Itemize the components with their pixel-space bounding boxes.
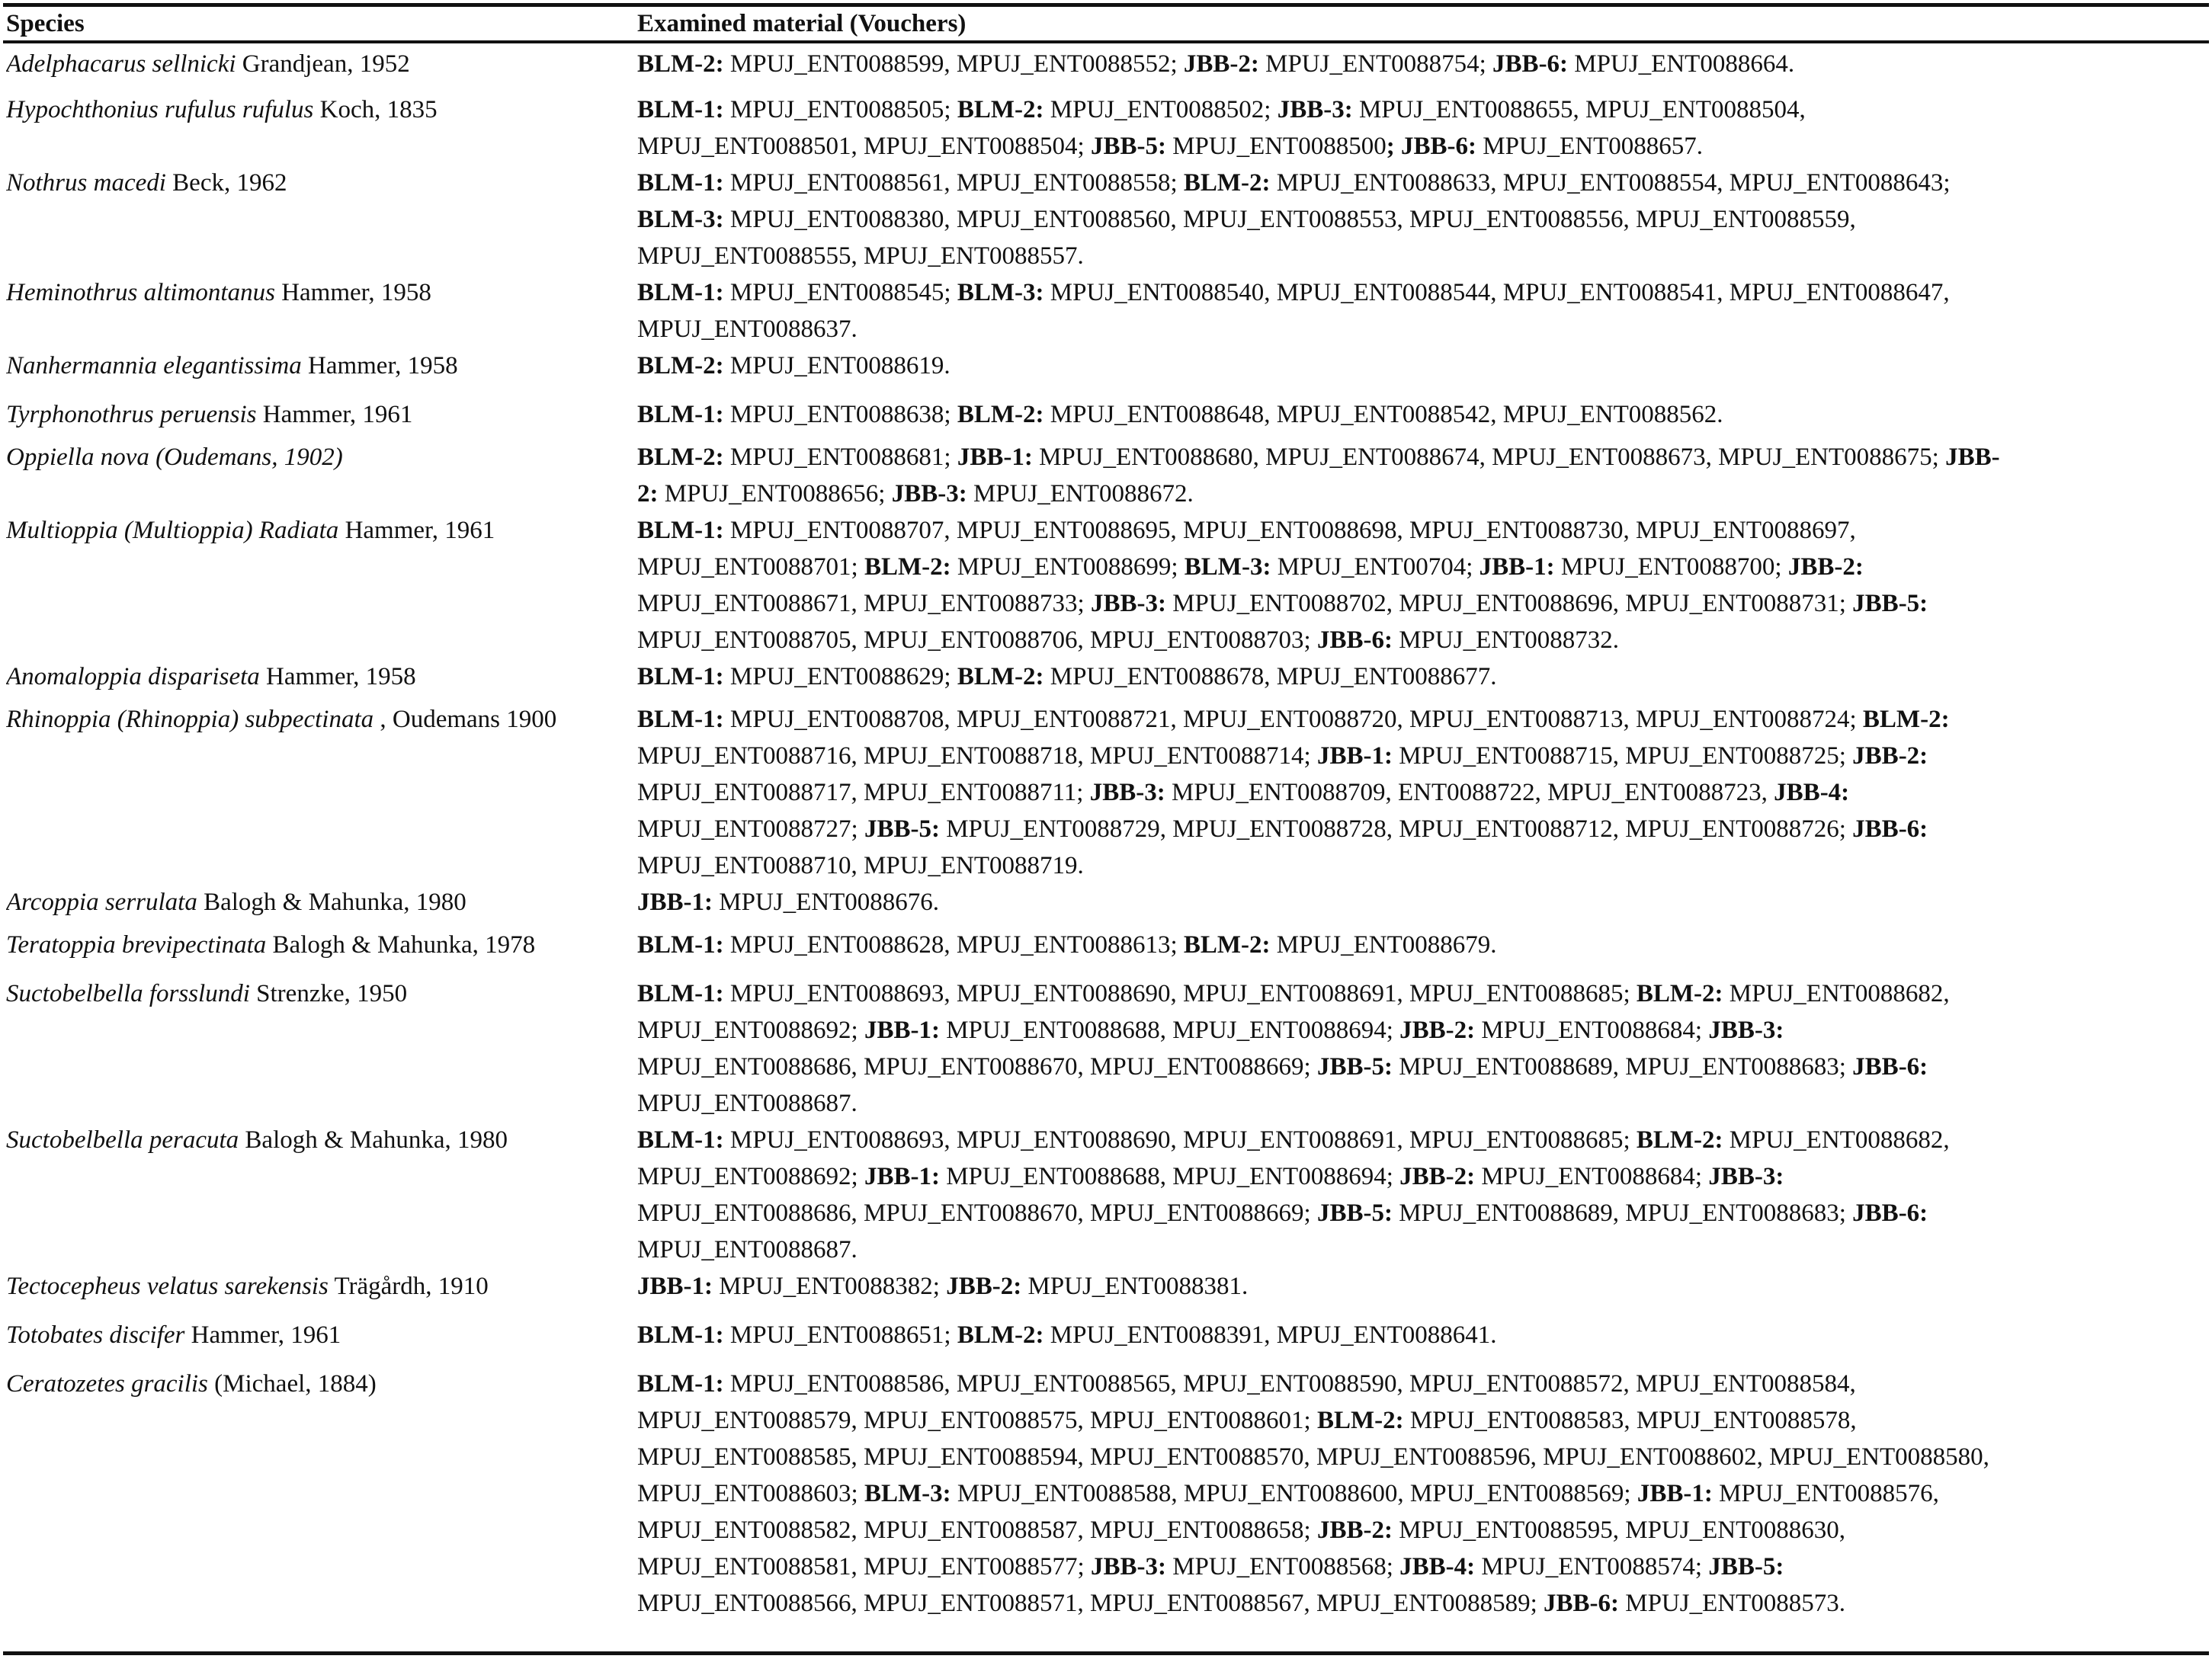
voucher-line [637,347,951,384]
voucher-codes: MPUJ_ENT0088688, MPUJ_ENT0088694; [939,1017,1400,1044]
species-cell [6,701,633,738]
voucher-codes: MPUJ_ENT0088693, MPUJ_ENT0088690, MPUJ_ENT0088691, MPUJ_ENT0088685; [723,980,1637,1007]
species-authority: Hammer, 1961 [191,1321,341,1349]
species-name: Adelphacarus sellnicki [6,50,236,78]
voucher-codes: MPUJ_ENT0088693, MPUJ_ENT0088690, MPUJ_ENT0088691, MPUJ_ENT0088685; [723,1126,1637,1154]
voucher-line [637,1195,1950,1231]
voucher-codes: MPUJ_ENT0088579, MPUJ_ENT0088575, MPUJ_ENT0088601; [637,1407,1317,1434]
site-label: BLM-2: [637,444,724,471]
site-label: BLM-3: [637,206,724,233]
table-header-rule [3,40,2209,43]
voucher-line [637,238,1950,274]
species-name: Rhinoppia (Rhinoppia) subpectinata [6,706,374,733]
voucher-codes: MPUJ_ENT0088576, [1712,1480,1939,1507]
site-label: BLM-3: [864,1480,951,1507]
species-authority: Trägårdh, 1910 [334,1273,489,1300]
vouchers-cell [637,274,1950,347]
voucher-codes: MPUJ_ENT0088585, MPUJ_ENT0088594, MPUJ_ENT0088570, MPUJ_ENT0088596, MPUJ_ENT0088602, MPUJ_ENT0088580, [637,1443,1989,1471]
voucher-line [637,311,1950,347]
voucher-line [637,622,1928,658]
voucher-codes: MPUJ_ENT0088638; [723,401,957,428]
voucher-line [637,585,1928,622]
voucher-codes: MPUJ_ENT0088684; [1475,1163,1709,1190]
voucher-line [637,1158,1950,1195]
voucher-codes: MPUJ_ENT0088679. [1270,931,1497,959]
site-label: JBB-5: [864,815,940,843]
species-name: Heminothrus altimontanus [6,279,275,306]
voucher-line [637,128,1806,165]
voucher-codes: MPUJ_ENT0088583, MPUJ_ENT0088578, [1403,1407,1857,1434]
voucher-codes: MPUJ_ENT0088628, MPUJ_ENT0088613; [723,931,1184,959]
voucher-line [637,439,2000,476]
voucher-codes: MPUJ_ENT0088684; [1475,1017,1709,1044]
species-cell [6,165,633,201]
voucher-codes: MPUJ_ENT0088686, MPUJ_ENT0088670, MPUJ_ENT0088669; [637,1053,1317,1081]
voucher-codes: MPUJ_ENT0088710, MPUJ_ENT0088719. [637,852,1084,879]
site-label: BLM-1: [637,1370,724,1398]
voucher-codes: MPUJ_ENT0088561, MPUJ_ENT0088558; [723,169,1184,197]
species-cell [6,975,633,1012]
site-label: BLM-2: [957,401,1044,428]
site-label: JBB-1: [957,444,1033,471]
voucher-line [637,1366,1989,1402]
site-label: BLM-1: [637,663,724,690]
species-authority: Hammer, 1958 [281,279,431,306]
vouchers-cell [637,1366,1989,1622]
voucher-codes: MPUJ_ENT0088586, MPUJ_ENT0088565, MPUJ_ENT0088590, MPUJ_ENT0088572, MPUJ_ENT0088584, [723,1370,1856,1398]
voucher-codes: MPUJ_ENT0088619. [723,352,951,380]
site-label: JBB-2: [1787,553,1864,581]
voucher-line [637,847,1950,884]
voucher-codes: MPUJ_ENT0088505; [723,96,957,123]
voucher-line [637,396,1723,433]
species-name: Suctobelbella peracuta [6,1126,239,1154]
voucher-codes: MPUJ_ENT0088754; [1258,50,1493,78]
site-label: JBB-1: [637,1273,713,1300]
voucher-codes: MPUJ_ENT0088699; [951,553,1185,581]
voucher-codes: MPUJ_ENT0088705, MPUJ_ENT0088706, MPUJ_ENT0088703; [637,626,1317,654]
voucher-codes: MPUJ_ENT0088681; [723,444,957,471]
site-label: JBB-2: [1399,1017,1476,1044]
species-cell [6,274,633,311]
voucher-codes: MPUJ_ENT0088708, MPUJ_ENT0088721, MPUJ_ENT0088720, MPUJ_ENT0088713, MPUJ_ENT0088724; [723,706,1863,733]
site-label: BLM-1: [637,96,724,123]
voucher-codes: MPUJ_ENT0088573. [1618,1590,1846,1617]
species-authority: Beck, 1962 [172,169,287,197]
site-label: BLM-2: [957,663,1044,690]
species-authority: Strenzke, 1950 [256,980,408,1007]
voucher-line [637,1475,1989,1512]
site-label: JBB-3: [1090,590,1166,617]
site-label: BLM-2: [1636,1126,1723,1154]
vouchers-cell [637,658,1497,695]
voucher-line [637,1512,1989,1549]
species-authority: Hammer, 1958 [266,663,416,690]
voucher-line [637,476,2000,512]
voucher-line [637,1122,1950,1158]
vouchers-cell [637,927,1497,963]
site-label: BLM-2: [1316,1407,1404,1434]
voucher-codes: MPUJ_ENT0088687. [637,1236,858,1263]
vouchers-cell [637,439,2000,512]
species-name: Nanhermannia elegantissima [6,352,302,380]
site-label: BLM-1: [637,517,724,544]
vouchers-cell [637,1317,1497,1353]
voucher-codes: MPUJ_ENT0088599, MPUJ_ENT0088552; [723,50,1184,78]
voucher-codes: MPUJ_ENT0088501, MPUJ_ENT0088504; [637,133,1091,160]
site-label: JBB-3: [1708,1017,1784,1044]
species-name: Tyrphonothrus peruensis [6,401,257,428]
site-label: JBB-1: [864,1017,940,1044]
voucher-line [637,1549,1989,1585]
voucher-codes: MPUJ_ENT0088676. [713,889,940,916]
vouchers-cell [637,512,1928,658]
voucher-codes: MPUJ_ENT0088568; [1165,1553,1400,1581]
site-label: BLM-2: [1183,169,1271,197]
voucher-codes: MPUJ_ENT0088692; [637,1017,864,1044]
species-name: Anomaloppia dispariseta [6,663,260,690]
site-label: BLM-3: [957,279,1044,306]
species-cell [6,927,633,963]
voucher-codes: MPUJ_ENT0088672. [967,480,1194,508]
voucher-line [637,811,1950,847]
site-label: BLM-2: [637,50,724,78]
header-species: Species [6,10,85,37]
species-cell [6,46,633,82]
species-cell [6,1317,633,1353]
vouchers-cell [637,165,1950,274]
species-name: Oppiella nova (Oudemans, 1902) [6,444,343,471]
voucher-codes: MPUJ_ENT0088380, MPUJ_ENT0088560, MPUJ_ENT0088553, MPUJ_ENT0088556, MPUJ_ENT0088559, [723,206,1856,233]
site-label: JBB-3: [1090,1553,1166,1581]
voucher-codes: MPUJ_ENT0088700; [1554,553,1788,581]
site-label: JBB-5: [1708,1553,1784,1581]
site-label: JBB-5: [1852,590,1928,617]
site-label: 2: [637,480,659,508]
voucher-codes: MPUJ_ENT0088729, MPUJ_ENT0088728, MPUJ_ENT0088712, MPUJ_ENT0088726; [939,815,1853,843]
voucher-codes: MPUJ_ENT0088574; [1475,1553,1709,1581]
species-authority: Balogh & Mahunka, 1978 [272,931,536,959]
voucher-line [637,975,1950,1012]
site-label: BLM-1: [637,1126,724,1154]
voucher-line [637,658,1497,695]
site-label: JBB-1: [637,889,713,916]
voucher-codes: MPUJ_ENT0088651; [723,1321,957,1349]
voucher-codes: MPUJ_ENT0088648, MPUJ_ENT0088542, MPUJ_ENT0088562. [1043,401,1723,428]
voucher-codes: MPUJ_ENT0088687. [637,1090,858,1117]
voucher-codes: MPUJ_ENT0088727; [637,815,864,843]
site-label: JBB-5: [1090,133,1166,160]
vouchers-cell [637,884,939,921]
species-name: Ceratozetes gracilis [6,1370,208,1398]
species-authority: Grandjean, 1952 [242,50,410,78]
voucher-codes: MPUJ_ENT0088595, MPUJ_ENT0088630, [1392,1516,1846,1544]
voucher-codes: MPUJ_ENT0088682, [1723,980,1950,1007]
voucher-codes: MPUJ_ENT0088732. [1392,626,1619,654]
voucher-codes: MPUJ_ENT0088633, MPUJ_ENT0088554, MPUJ_ENT0088643; [1270,169,1951,197]
voucher-line [637,91,1806,128]
site-label: BLM-2: [957,96,1044,123]
species-authority: Balogh & Mahunka, 1980 [245,1126,508,1154]
vouchers-cell [637,1122,1950,1268]
vouchers-cell [637,1268,1248,1305]
species-name: Teratoppia brevipectinata [6,931,267,959]
site-label: BLM-1: [637,401,724,428]
voucher-codes: MPUJ_ENT0088671, MPUJ_ENT0088733; [637,590,1091,617]
voucher-codes: MPUJ_ENT0088655, MPUJ_ENT0088504, [1352,96,1806,123]
species-authority: Hammer, 1961 [345,517,495,544]
species-cell [6,1366,633,1402]
voucher-line [637,884,939,921]
voucher-codes: MPUJ_ENT0088707, MPUJ_ENT0088695, MPUJ_ENT0088698, MPUJ_ENT0088730, MPUJ_ENT0088697, [723,517,1856,544]
site-label: BLM-1: [637,169,724,197]
site-label: JBB-6: [1852,1053,1928,1081]
voucher-line [637,1402,1989,1439]
voucher-line [637,1317,1497,1353]
species-name: Tectocepheus velatus sarekensis [6,1273,329,1300]
voucher-codes: MPUJ_ENT0088500 [1165,133,1387,160]
site-label: JBB-5: [1316,1199,1393,1227]
site-label: JBB-6: [1492,50,1569,78]
voucher-codes: MPUJ_ENT0088582, MPUJ_ENT0088587, MPUJ_ENT0088658; [637,1516,1317,1544]
site-label: JBB-4: [1399,1553,1476,1581]
voucher-codes: MPUJ_ENT0088566, MPUJ_ENT0088571, MPUJ_ENT0088567, MPUJ_ENT0088589; [637,1590,1544,1617]
voucher-codes: MPUJ_ENT0088709, ENT0088722, MPUJ_ENT0088723, [1165,779,1774,806]
header-examined-material: Examined material (Vouchers) [637,10,967,37]
species-name: Hypochthonius rufulus rufulus [6,96,314,123]
voucher-codes: MPUJ_ENT0088545; [723,279,957,306]
voucher-line [637,927,1497,963]
table-top-rule [3,3,2209,7]
site-label: JBB-6: [1543,1590,1619,1617]
species-cell [6,439,633,476]
site-label: JBB-6: [1316,626,1393,654]
site-label: JBB-2: [1399,1163,1476,1190]
voucher-codes: MPUJ_ENT0088689, MPUJ_ENT0088683; [1392,1053,1853,1081]
voucher-codes: MPUJ_ENT0088637. [637,315,858,343]
species-authority: (Michael, 1884) [214,1370,377,1398]
voucher-codes: MPUJ_ENT0088540, MPUJ_ENT0088544, MPUJ_ENT0088541, MPUJ_ENT0088647, [1043,279,1950,306]
species-name: Suctobelbella forsslundi [6,980,250,1007]
voucher-line [637,1268,1248,1305]
site-label: JBB-4: [1774,779,1850,806]
voucher-codes: MPUJ_ENT0088688, MPUJ_ENT0088694; [939,1163,1400,1190]
species-authority: Koch, 1835 [319,96,438,123]
voucher-codes: MPUJ_ENT0088715, MPUJ_ENT0088725; [1392,742,1853,770]
voucher-codes: MPUJ_ENT0088382; [713,1273,947,1300]
voucher-line [637,1585,1989,1622]
site-label: BLM-3: [1184,553,1271,581]
site-label: BLM-1: [637,706,724,733]
species-name: Nothrus macedi [6,169,166,197]
species-authority: Hammer, 1958 [307,352,458,380]
voucher-codes: MPUJ_ENT0088686, MPUJ_ENT0088670, MPUJ_ENT0088669; [637,1199,1317,1227]
species-cell [6,884,633,921]
site-label: JBB-3: [891,480,967,508]
species-cell [6,91,633,128]
vouchers-cell [637,347,951,384]
species-cell [6,1268,633,1305]
site-label: BLM-1: [637,931,724,959]
voucher-codes: MPUJ_ENT0088588, MPUJ_ENT0088600, MPUJ_ENT0088569; [951,1480,1637,1507]
vouchers-cell [637,396,1723,433]
site-label: ; JBB-6: [1386,133,1476,160]
site-label: JBB-5: [1316,1053,1393,1081]
species-cell [6,396,633,433]
site-label: JBB-2: [946,1273,1022,1300]
site-label: JBB-3: [1708,1163,1784,1190]
site-label: BLM-2: [864,553,951,581]
site-label: JBB-3: [1277,96,1353,123]
voucher-line [637,1049,1950,1085]
voucher-line [637,512,1928,549]
site-label: BLM-1: [637,279,724,306]
species-authority: Hammer, 1961 [262,401,413,428]
species-cell [6,347,633,384]
site-label: BLM-2: [1636,980,1723,1007]
voucher-codes: MPUJ_ENT0088680, MPUJ_ENT0088674, MPUJ_ENT0088673, MPUJ_ENT0088675; [1032,444,1946,471]
voucher-line [637,1012,1950,1049]
voucher-line [637,1085,1950,1122]
species-name: Totobates discifer [6,1321,185,1349]
species-cell [6,1122,633,1158]
voucher-line [637,1439,1989,1475]
voucher-codes: MPUJ_ENT0088701; [637,553,864,581]
vouchers-cell [637,701,1950,884]
species-cell [6,658,633,695]
voucher-line [637,549,1928,585]
voucher-line [637,46,1794,82]
site-label: JBB-6: [1852,815,1928,843]
site-label: JBB-2: [1316,1516,1393,1544]
voucher-codes: MPUJ_ENT0088682, [1723,1126,1950,1154]
voucher-codes: MPUJ_ENT0088716, MPUJ_ENT0088718, MPUJ_ENT0088714; [637,742,1317,770]
voucher-codes: MPUJ_ENT0088656; [658,480,892,508]
species-authority: , Oudemans 1900 [380,706,557,733]
voucher-line [637,774,1950,811]
vouchers-cell [637,975,1950,1122]
site-label: JBB-1: [1316,742,1393,770]
site-label: JBB-6: [1852,1199,1928,1227]
site-label: BLM-2: [637,352,724,380]
site-label: JBB-2: [1852,742,1928,770]
site-label: JBB-1: [864,1163,940,1190]
vouchers-cell [637,91,1806,165]
voucher-codes: MPUJ_ENT0088603; [637,1480,864,1507]
voucher-codes: MPUJ_ENT0088692; [637,1163,864,1190]
voucher-line [637,165,1950,201]
site-label: JBB-3: [1089,779,1165,806]
site-label: BLM-2: [1862,706,1950,733]
site-label: JBB-1: [1637,1480,1713,1507]
voucher-codes: MPUJ_ENT0088689, MPUJ_ENT0088683; [1392,1199,1853,1227]
site-label: BLM-2: [1183,931,1271,959]
voucher-line [637,1231,1950,1268]
voucher-codes: MPUJ_ENT0088555, MPUJ_ENT0088557. [637,242,1084,270]
voucher-codes: MPUJ_ENT00704; [1271,553,1479,581]
site-label: JBB-2: [1183,50,1259,78]
voucher-codes: MPUJ_ENT0088702, MPUJ_ENT0088696, MPUJ_ENT0088731; [1165,590,1853,617]
voucher-codes: MPUJ_ENT0088629; [723,663,957,690]
voucher-codes: MPUJ_ENT0088391, MPUJ_ENT0088641. [1043,1321,1497,1349]
voucher-codes: MPUJ_ENT0088502; [1043,96,1278,123]
species-name: Arcoppia serrulata [6,889,197,916]
voucher-codes: MPUJ_ENT0088581, MPUJ_ENT0088577; [637,1553,1091,1581]
voucher-line [637,738,1950,774]
voucher-codes: MPUJ_ENT0088381. [1021,1273,1249,1300]
voucher-codes: MPUJ_ENT0088657. [1476,133,1704,160]
voucher-codes: MPUJ_ENT0088664. [1568,50,1795,78]
voucher-line [637,201,1950,238]
site-label: BLM-2: [957,1321,1044,1349]
species-cell [6,512,633,549]
species-name: Multioppia (Multioppia) Radiata [6,517,339,544]
site-label: BLM-1: [637,980,724,1007]
voucher-line [637,701,1950,738]
site-label: JBB- [1945,444,2000,471]
voucher-codes: MPUJ_ENT0088678, MPUJ_ENT0088677. [1043,663,1497,690]
species-authority: Balogh & Mahunka, 1980 [204,889,466,916]
voucher-codes: MPUJ_ENT0088717, MPUJ_ENT0088711; [637,779,1090,806]
voucher-line [637,274,1950,311]
vouchers-cell [637,46,1794,82]
site-label: JBB-1: [1479,553,1555,581]
table-bottom-rule [3,1651,2209,1655]
site-label: BLM-1: [637,1321,724,1349]
